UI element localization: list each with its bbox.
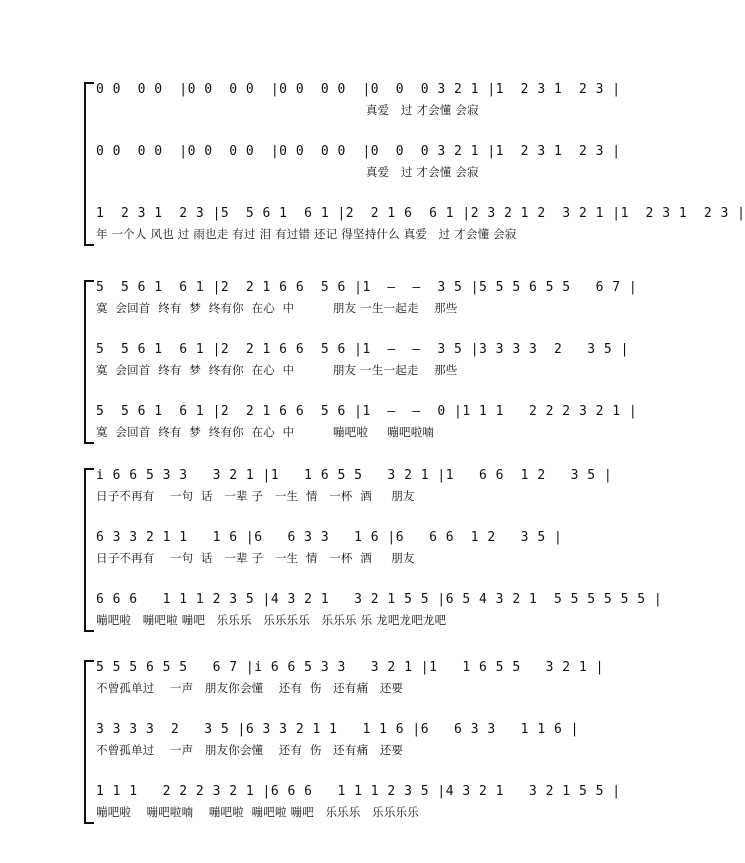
notation-text: 5 5 5 6 5 5 6 7 |i 6 6 5 3 3 3 2 1 |1 1 6 5 5 3 2 1 | (96, 660, 604, 675)
notation-text: 5 5 6 1 6 1 |2 2 1 6 6 5 6 |1 — — 0 |1 1 1 2 2 2 3 2 1 | (96, 404, 638, 419)
system-brace (84, 660, 94, 824)
notation-text: 6 6 6 1 1 1 2 3 5 |4 3 2 1 3 2 1 5 5 |6 5 4 3 2 1 5 5 5 5 5 5 | (96, 592, 663, 607)
lyrics-text: 寞 会回首 终有 梦 终有你 在心 中 嘣吧啦 嘣吧啦喃 (96, 425, 435, 439)
lyrics-text: 嘣吧啦 嘣吧啦喃 嘣吧啦 嘣吧啦 嘣吧 乐乐乐 乐乐乐乐 (96, 805, 419, 819)
staff-line (96, 206, 745, 246)
staff-line (96, 530, 586, 570)
lyrics-text: 寞 会回首 终有 梦 终有你 在心 中 朋友 一生一起走 那些 (96, 301, 458, 315)
system-brace (84, 82, 94, 246)
lyrics-text: 日子不再有 一句 话 一辈 子 一生 情 一杯 酒 朋友 (96, 489, 415, 503)
notation-text: i 6 6 5 3 3 3 2 1 |1 1 6 5 5 3 2 1 |1 6 6 1 2 3 5 | (96, 468, 613, 483)
notation-text: 6 3 3 2 1 1 1 6 |6 6 3 3 1 6 |6 6 6 1 2 3 5 | (96, 530, 563, 545)
notation-text: 0 0 0 0 |0 0 0 0 |0 0 0 0 |0 0 0 3 2 1 |1 2 3 1 2 3 | (96, 82, 621, 97)
lyrics-text: 真爱 过 才会懂 会寂 (96, 165, 479, 179)
staff-line (96, 722, 586, 762)
notation-text: 5 5 6 1 6 1 |2 2 1 6 6 5 6 |1 — — 3 5 |5 5 5 6 5 5 6 7 | (96, 280, 638, 295)
notation-text: 0 0 0 0 |0 0 0 0 |0 0 0 0 |0 0 0 3 2 1 |1 2 3 1 2 3 | (96, 144, 621, 159)
lyrics-text: 不曾孤单过 一声 朋友你会懂 还有 伤 还有痛 还要 (96, 743, 404, 757)
notation-text: 1 1 1 2 2 2 3 2 1 |6 6 6 1 1 1 2 3 5 |4 3 2 1 3 2 1 5 5 | (96, 784, 621, 799)
notation-text: 3 3 3 3 2 3 5 |6 3 3 2 1 1 1 1 6 |6 6 3 3 1 1 6 | (96, 722, 579, 737)
staff-line (96, 82, 621, 122)
lyrics-text: 不曾孤单过 一声 朋友你会懂 还有 伤 还有痛 还要 (96, 681, 404, 695)
staff-line (96, 660, 604, 700)
staff-line (96, 342, 629, 382)
staff-line (96, 404, 638, 444)
lyrics-text: 日子不再有 一句 话 一辈 子 一生 情 一杯 酒 朋友 (96, 551, 415, 565)
staff-line (96, 144, 621, 184)
lyrics-text: 真爱 过 才会懂 会寂 (96, 103, 479, 117)
lyrics-text: 寞 会回首 终有 梦 终有你 在心 中 朋友 一生一起走 那些 (96, 363, 458, 377)
staff-line (96, 784, 621, 824)
staff-line (96, 592, 663, 632)
notation-text: 5 5 6 1 6 1 |2 2 1 6 6 5 6 |1 — — 3 5 |3 3 3 3 2 3 5 | (96, 342, 629, 357)
lyrics-text: 嘣吧啦 嘣吧啦 嘣吧 乐乐乐 乐乐乐乐 乐乐乐 乐 龙吧龙吧龙吧 (96, 613, 447, 627)
staff-line (96, 468, 613, 508)
lyrics-text: 年 一个人 风也 过 雨也走 有过 泪 有过错 还记 得坚持什么 真爱 过 才会懂 会寂 (96, 227, 517, 241)
staff-line (96, 280, 638, 320)
system-brace (84, 280, 94, 444)
notation-text: 1 2 3 1 2 3 |5 5 6 1 6 1 |2 2 1 6 6 1 |2 3 2 1 2 3 2 1 |1 2 3 1 2 3 | (96, 206, 745, 221)
system-brace (84, 468, 94, 632)
